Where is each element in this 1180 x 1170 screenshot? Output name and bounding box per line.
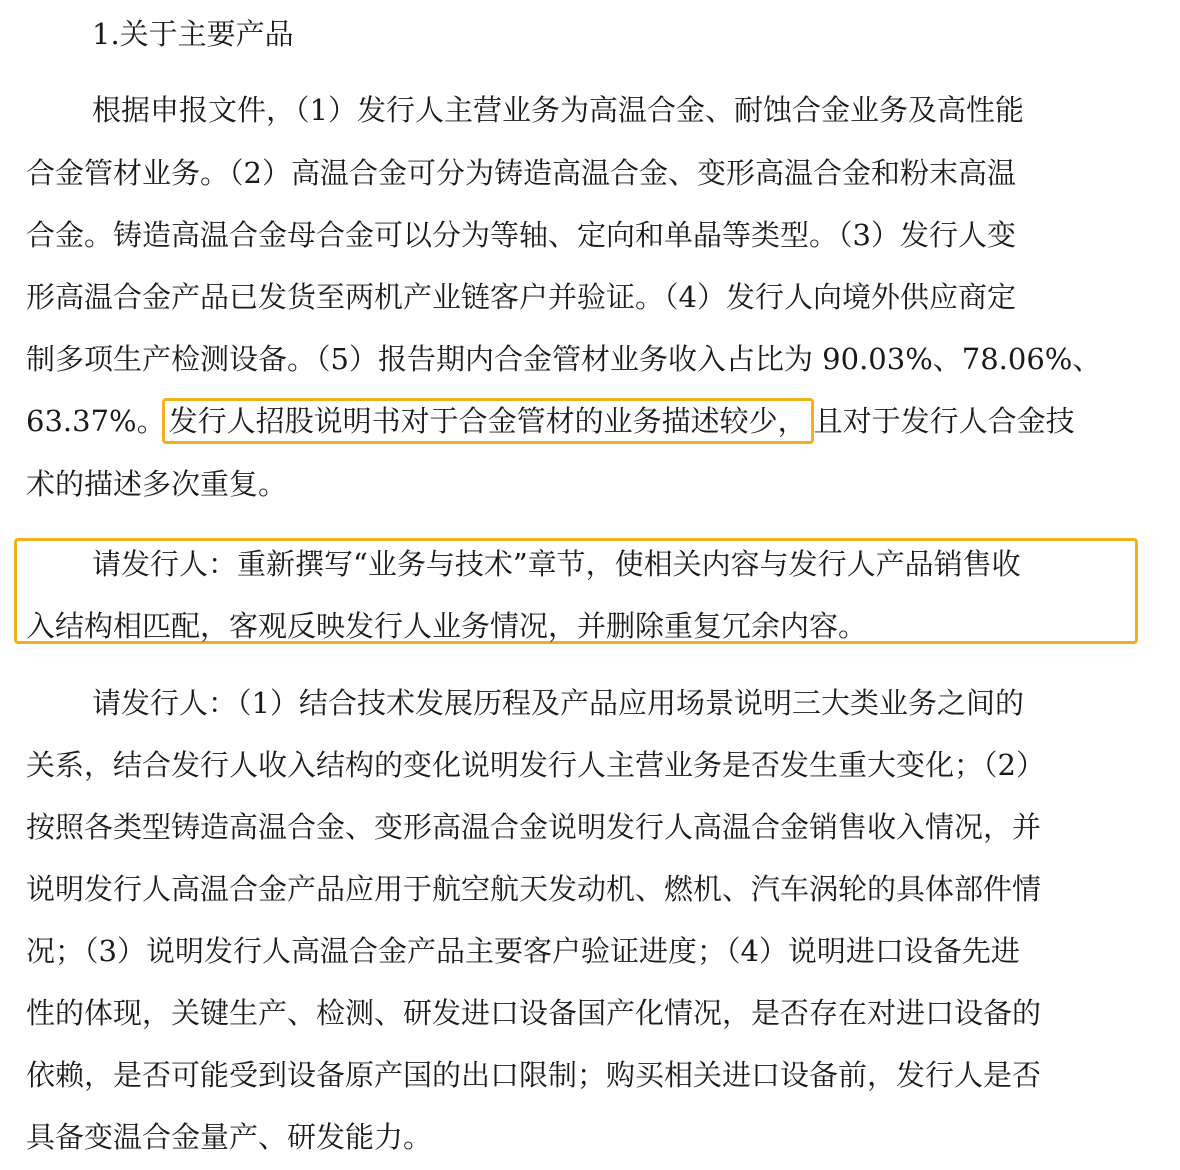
section-heading: 1.关于主要产品: [92, 17, 294, 51]
para3-line: 说明发行人高温合金产品应用于航空航天发动机、燃机、汽车涡轮的具体部件情: [26, 872, 1042, 906]
para1-line: 合金。铸造高温合金母合金可以分为等轴、定向和单晶等类型。（3）发行人变: [26, 218, 1016, 252]
para3-line: 况；（3）说明发行人高温合金产品主要客户验证进度；（4）说明进口设备先进: [26, 934, 1020, 968]
para1-line: 根据申报文件，（1）发行人主营业务为高温合金、耐蚀合金业务及高性能: [92, 93, 1024, 127]
para3-line: 具备变温合金量产、研发能力。: [26, 1120, 433, 1154]
para3-line: 按照各类型铸造高温合金、变形高温合金说明发行人高温合金销售收入情况，并: [26, 810, 1042, 844]
para1-line-with-highlight: 63.37%。 发行人招股说明书对于合金管材的业务描述较少， 且对于发行人合金技: [0, 393, 1180, 449]
para3-line: 关系，结合发行人收入结构的变化说明发行人主营业务是否发生重大变化；（2）: [26, 748, 1045, 782]
para2-line: 请发行人：重新撰写“业务与技术”章节，使相关内容与发行人产品销售收: [92, 547, 1021, 581]
para3-line: 依赖，是否可能受到设备原产国的出口限制；购买相关进口设备前，发行人是否: [26, 1058, 1042, 1092]
para1-line: 术的描述多次重复。: [26, 467, 288, 501]
para3-line: 性的体现，关键生产、检测、研发进口设备国产化情况，是否存在对进口设备的: [26, 996, 1042, 1030]
para1-line: 形高温合金产品已发货至两机产业链客户并验证。（4）发行人向境外供应商定: [26, 280, 1016, 314]
para3-line: 请发行人：（1）结合技术发展历程及产品应用场景说明三大类业务之间的: [92, 686, 1024, 720]
para1-line: 合金管材业务。（2）高温合金可分为铸造高温合金、变形高温合金和粉末高温: [26, 156, 1016, 190]
para2-line: 入结构相匹配，客观反映发行人业务情况，并删除重复冗余内容。: [26, 609, 868, 643]
highlight-box-inline: 发行人招股说明书对于合金管材的业务描述较少，: [162, 398, 814, 444]
para1-line: 制多项生产检测设备。（5）报告期内合金管材业务收入占比为 90.03%、78.06%、: [26, 342, 1102, 376]
